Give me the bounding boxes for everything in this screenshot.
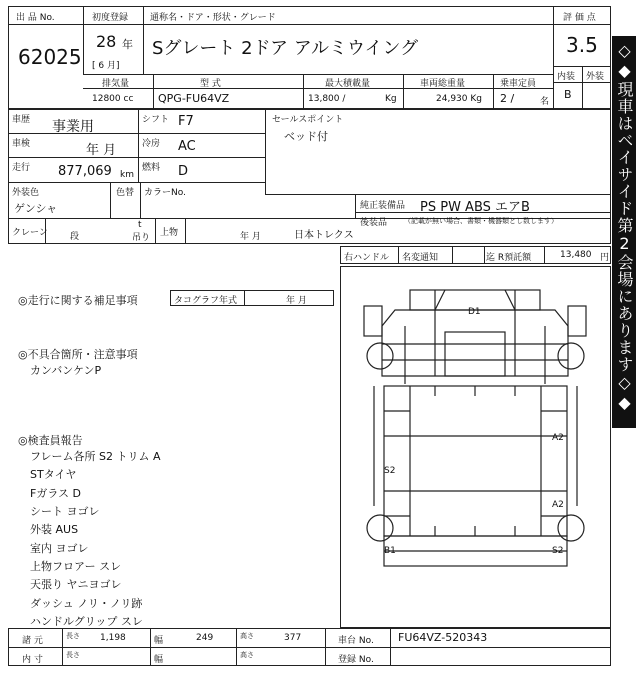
option-label: 後装品 (360, 218, 388, 228)
fuel-label: 燃料 (142, 163, 161, 173)
score-value: 3.5 (566, 33, 598, 57)
recycle-amount: 13,480 (560, 250, 592, 260)
recycle-unit: 円 (600, 253, 610, 263)
name-change-label: 名変通知 (402, 253, 439, 263)
defect-notes-title: ◎不具合箇所・注意事項 (18, 348, 138, 361)
recycle-label: 迄 R預託額 (486, 253, 532, 263)
displacement-label: 排気量 (102, 79, 130, 89)
inspector-title: ◎検査員報告 (18, 434, 83, 447)
length-value: 1,198 (100, 633, 126, 643)
seats-label: 乗車定員 (500, 79, 537, 89)
length-label: 長さ (66, 632, 80, 640)
rhd-label: 右ハンドル (344, 253, 390, 263)
model-value: QPG-FU64VZ (158, 92, 230, 105)
first-reg-label: 初度登録 (92, 13, 129, 23)
tacho-value: 年 月 (286, 296, 307, 306)
inspector-item: 天張り ヤニヨゴレ (30, 578, 122, 591)
inner-dims-label: 内 寸 (22, 655, 43, 665)
inner-width-label: 幅 (154, 655, 164, 665)
gvw-value: 24,930 Kg (436, 94, 482, 104)
history-label: 車歴 (12, 115, 31, 125)
crane-label: クレーン (12, 228, 48, 238)
inspector-item: 室内 ヨゴレ (30, 542, 89, 555)
width-value: 249 (196, 633, 214, 643)
capacity-value: 13,800 / (308, 94, 346, 104)
upper-date: 年 月 (240, 232, 261, 242)
lot-no-label: 出 品 No. (16, 13, 55, 23)
exterior-grade-label: 外装 (586, 72, 605, 82)
seats-unit: 名 (540, 97, 550, 107)
capacity-unit: Kg (385, 94, 397, 104)
inspector-item: STタイヤ (30, 468, 77, 481)
vehicle-title: Sグレート 2ドア アルミウイング (152, 38, 419, 59)
score-label: 評 価 点 (563, 13, 596, 23)
color-label: 外装色 (12, 188, 40, 198)
crane-lift: 吊り (132, 233, 151, 243)
sales-point-label: セールスポイント (272, 115, 344, 125)
lot-no-value: 62025 (18, 45, 82, 69)
inspector-item: フレーム各所 S2 トリム A (30, 450, 161, 463)
shift-label: シフト (142, 115, 170, 125)
fuel-value: D (178, 164, 189, 179)
tacho-label: タコグラフ年式 (174, 296, 238, 306)
model-label: 型 式 (200, 79, 221, 89)
capacity-label: 最大積載量 (325, 79, 371, 89)
truck-diagram (340, 266, 611, 628)
height-value: 377 (284, 633, 302, 643)
crane-stage: 段 (70, 232, 80, 242)
sales-point-value: ベッド付 (284, 130, 328, 143)
height-label: 高さ (240, 632, 254, 640)
inner-length-label: 長さ (66, 651, 80, 659)
inspector-item: 上物フロアー スレ (30, 560, 122, 573)
reg-no-label: 登録 No. (338, 655, 374, 665)
interior-grade-label: 内装 (557, 72, 576, 82)
damage-mark: A2 (552, 500, 564, 510)
inspector-item: ハンドルグリップ スレ (30, 615, 143, 628)
equipment-value: PS PW ABS エアB (420, 200, 530, 215)
upper-label: 上物 (160, 228, 179, 238)
reg-year-unit: 年 (122, 38, 133, 51)
option-note: （記載が無い場合、書類・機器類とし数します） (404, 217, 558, 225)
defect-item: カンバンケンP (30, 364, 102, 377)
color-no-label: カラーNo. (144, 188, 186, 198)
damage-mark: A2 (552, 433, 564, 443)
inner-height-label: 高さ (240, 651, 254, 659)
ac-value: AC (178, 139, 196, 154)
damage-mark: D1 (468, 307, 481, 317)
inspection-label: 車検 (12, 139, 31, 149)
mileage-value: 877,069 (58, 164, 112, 179)
gvw-label: 車両総重量 (420, 79, 466, 89)
width-label: 幅 (154, 636, 164, 646)
chassis-value: FU64VZ-520343 (398, 631, 488, 644)
reg-year: 28 (96, 32, 117, 51)
inspector-item: ダッシュ ノリ・ノリ跡 (30, 597, 143, 610)
damage-mark: S2 (552, 546, 564, 556)
damage-mark: B1 (384, 546, 396, 556)
equipment-label: 純正装備品 (360, 201, 406, 211)
mileage-unit: km (120, 170, 134, 180)
inspector-item: Fガラス D (30, 487, 81, 500)
interior-grade-value: B (564, 88, 572, 101)
history-value: 事業用 (52, 119, 94, 135)
drive-notes-title: ◎走行に関する補足事項 (18, 294, 138, 307)
inspector-item: 外装 AUS (30, 523, 79, 536)
mileage-label: 走行 (12, 163, 31, 173)
color-value: ゲンシャ (14, 202, 58, 215)
inspector-item: シート ヨゴレ (30, 505, 100, 518)
side-banner-text: ◇◆現車はベイサイド第2会場にあります◇◆ (615, 41, 634, 413)
damage-mark: S2 (384, 466, 396, 476)
side-banner (612, 36, 636, 428)
crane-ton: t (138, 220, 142, 230)
vehicle-title-label: 通称名・ドア・形状・グレード (150, 13, 276, 23)
shift-value: F7 (178, 114, 194, 129)
chassis-label: 車台 No. (338, 636, 374, 646)
color-change-label: 色替 (116, 188, 135, 198)
displacement-value: 12800 cc (92, 94, 134, 104)
ac-label: 冷房 (142, 139, 161, 149)
seats-value: 2 / (500, 92, 515, 105)
reg-month: [ 6 月] (92, 61, 120, 71)
inspection-value: 年 月 (86, 143, 117, 158)
dims-label: 諸 元 (22, 636, 43, 646)
upper-maker: 日本トレクス (294, 230, 354, 241)
